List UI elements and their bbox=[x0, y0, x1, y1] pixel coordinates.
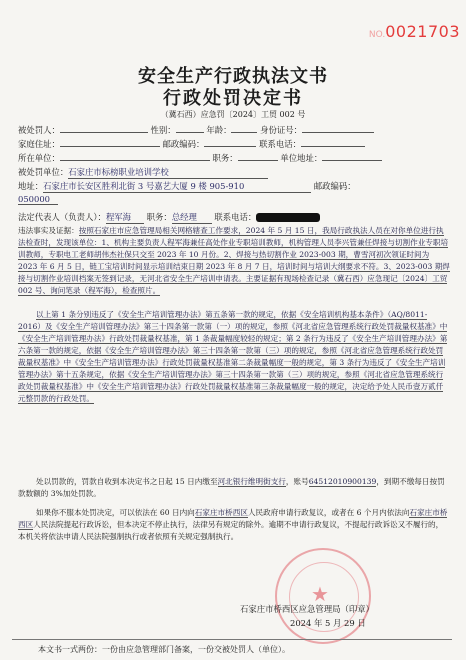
footer-divider bbox=[12, 639, 452, 640]
person-row: 被处罚人： 性别： 年龄： 身份证号： bbox=[18, 124, 374, 136]
redacted-phone bbox=[256, 213, 320, 222]
legal-basis-paragraph: 以上第 1 条分别违反了《安全生产培训管理办法》第五条第一款的规定，依据《安全培训机构基本条件》（AQ/8011-2016）及《安全生产培训管理办法》第三十四条第一款第（一）项的规定，参照《河北省应急管理系统行政处罚裁量权基准》中《安全生产培训管理办法》行政处罚裁量权基准，第 1 条裁量幅度较轻的规定；第 2 条行为违反了《安全生产培训管理办法》第六条第一款的规定，依据《安全生产培训管理办法》第三十四条第一款第（三）项的规定，参照《河北省应急管理系统行政处罚裁量权基准》中《安全生产培训管理办法》行政处罚裁量权基准第二条裁量幅度一般的规定，第 3 条行为违反了《安全生产培训管理办法》第十五条规定，依据《安全生产培训管理办法》第三十四条第一款第（三）项的规定，参照《河北省应急管理系统行政处罚裁量权基准》中《安全生产培训管理办法》行政处罚裁量权基准第三条裁量幅度一般的规定，决定给予处人民币壹万贰仟元整罚款的行政处罚。 bbox=[18, 310, 448, 403]
document-number: （冀石西）应急罚〔2024〕工贸 002 号 bbox=[160, 110, 306, 119]
serial-number: NO.0021703 bbox=[368, 22, 460, 41]
entity-address-row: 地址：石家庄市长安区胜利北街 3 号嘉艺大厦 9 楼 905-910 邮政编码： bbox=[18, 181, 356, 191]
home-row: 家庭住址： 邮政编码： 联系电话： bbox=[18, 138, 365, 150]
unit-row: 所在单位： 职务： 单位地址： bbox=[18, 152, 382, 164]
representative-row: 法定代表人（负责人）：程军海 职务：总经理 联系电话： bbox=[18, 211, 320, 224]
document-title: 行政处罚决定书 bbox=[163, 88, 303, 109]
entity-postcode-row bbox=[18, 194, 58, 205]
footer-note: 本文书一式两份：一份由应急管理部门备案，一份交被处罚人（单位）。 bbox=[38, 645, 290, 654]
seal-star-icon: ★ bbox=[311, 582, 329, 606]
appeal-paragraph: 如果你不服本处罚决定，可以依法在 60 日内向石家庄市桥西区人民政府申请行政复议，或者在 6 个月内依法向石家庄市桥西区人民法院提起行政诉讼，但本决定不停止执行，法律另有规定的除外。逾期不申请行政复议，不提起行政诉讼又不履行的，本机关将依法申请人民法院强制执行或者依照有关规定强制执行。 bbox=[18, 508, 448, 541]
official-seal-stamp bbox=[275, 548, 371, 644]
issue-date: 2024 年 5 月 29 日 bbox=[290, 618, 366, 628]
facts-paragraph: 违法事实及证据：按照石家庄市应急管理局相关网格辖查工作要求，2024 年 5 月 15 日，我局行政执法人员在对你单位进行执法检查时，发现该单位：1、机构主要负责人程军海兼任高处作业专职培训教师，机构管理人员李兴管兼任焊接与切割作业专职培训教师，专职电工老师胡伟杰社保只交至 2023 年 10 月份。2、焊接与热切割作业 2023-003 期，曹雪河初次领证时间为 2023 年 6 月 5 日，链工宝培训时间显示培训结束日期 2023 年 8 月 7 日，培训时间与培训大纲要求不符。3、2023-003 期焊接与切割作业培训档案无签到记录，无河北省安全生产培训申请表。主要证据有现场检查记录（冀石西）应急现记〔2024〕工贸 002 号、询问笔录（程军海），检查照片。 bbox=[18, 226, 450, 295]
document-category-title: 安全生产行政执法文书 bbox=[138, 66, 328, 87]
entity-address: 石家庄市长安区胜利北街 3 号嘉艺大厦 9 楼 905-910 bbox=[43, 180, 311, 193]
issuing-organization: 石家庄市桥西区应急管理局（印章） bbox=[240, 604, 374, 614]
entity-row: 被处罚单位：石家庄市标榜职业培训学校 bbox=[18, 166, 268, 179]
payment-paragraph: 处以罚款的，罚款自收到本决定书之日起 15 日内缴至河北银行维明街支行，账号64512010900139，到期不缴每日按罚款数额的 3%加处罚款。 bbox=[18, 477, 445, 498]
entity-name: 石家庄市标榜职业培训学校 bbox=[68, 166, 268, 179]
entity-postcode: 050000 bbox=[18, 194, 58, 205]
